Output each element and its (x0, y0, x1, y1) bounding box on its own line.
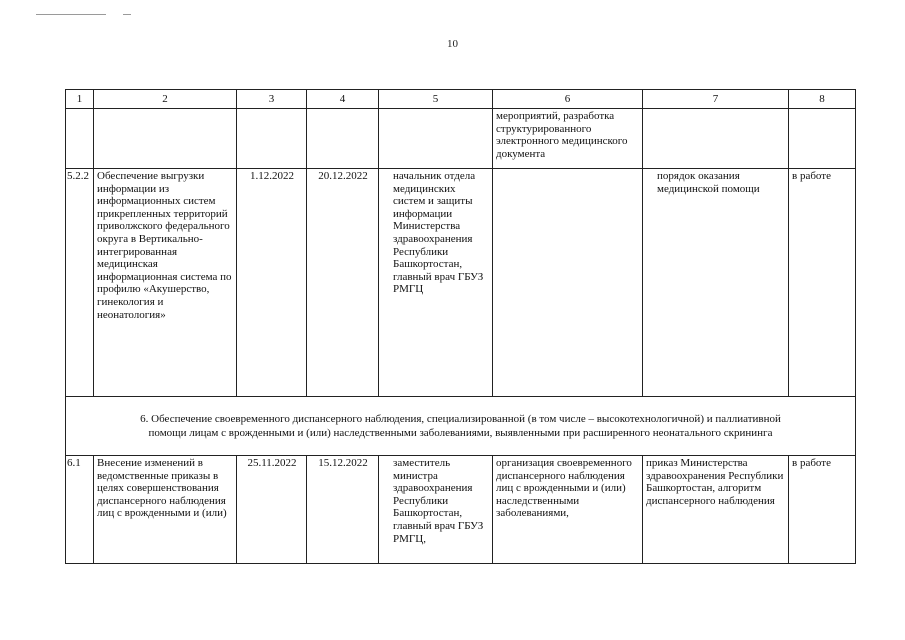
responsible-cell: начальник отдела медицинских систем и защиты информации Министерства здравоохранения Республики Башкортостан, главный врач ГБУЗ РМГЦ (379, 169, 493, 397)
column-number: 3 (237, 90, 307, 109)
scan-artifact-dash (123, 14, 131, 15)
column-number: 4 (307, 90, 379, 109)
section-heading-line-2: помощи лицам с врожденными и (или) наследственными заболеваниями, выявленными при расширенного неонатального скрининга (148, 427, 773, 439)
responsible-cell: заместитель министра здравоохранения Республики Башкортостан, главный врач ГБУЗ РМГЦ, (379, 456, 493, 564)
table-cell (66, 109, 94, 169)
table-cell (379, 109, 493, 169)
table-row (66, 169, 856, 397)
document-cell: приказ Министерства здравоохранения Республики Башкортостан, алгоритм диспансерного наблюдения (643, 456, 789, 564)
section-heading-line-1: 6. Обеспечение своевременного диспансерного наблюдения, специализированной (в том числе – высокотехнологичной) и паллиативной (140, 413, 781, 425)
start-date-cell: 1.12.2022 (237, 169, 307, 397)
plan-table (65, 89, 856, 564)
start-date-cell: 25.11.2022 (237, 456, 307, 564)
end-date-cell: 20.12.2022 (307, 169, 379, 397)
table-cell (237, 109, 307, 169)
action-cell: Обеспечение выгрузки информации из информационных систем прикрепленных территорий приволжского федерального округа в Вертикально-интегрированная медицинская информационная система по профилю «Акушерство, гинекология и неонатология» (94, 169, 237, 397)
table-cell (94, 109, 237, 169)
section-heading-row (66, 397, 856, 456)
column-number: 1 (66, 90, 94, 109)
column-number: 5 (379, 90, 493, 109)
column-number-row (66, 90, 856, 109)
status-cell: в работе (789, 169, 856, 397)
table-cell (789, 109, 856, 169)
result-cell: организация своевременного диспансерного наблюдения лиц с врожденными и (или) наследственными заболеваниями, (493, 456, 643, 564)
row-number: 6.1 (66, 456, 94, 564)
scan-artifact-line (36, 14, 106, 15)
column-number: 7 (643, 90, 789, 109)
continuation-row (66, 109, 856, 169)
page-number: 10 (447, 38, 458, 50)
table-cell (307, 109, 379, 169)
status-cell: в работе (789, 456, 856, 564)
end-date-cell: 15.12.2022 (307, 456, 379, 564)
section-heading (66, 397, 856, 456)
column-number: 6 (493, 90, 643, 109)
result-cell (493, 169, 643, 397)
table-row (66, 456, 856, 564)
continued-result-cell: мероприятий, разработка структурированного электронного медицинского документа (493, 109, 643, 169)
column-number: 2 (94, 90, 237, 109)
table-cell (643, 109, 789, 169)
column-number: 8 (789, 90, 856, 109)
row-number: 5.2.2 (66, 169, 94, 397)
action-cell: Внесение изменений в ведомственные приказы в целях совершенствования диспансерного наблюдения лиц с врожденными и (или) (94, 456, 237, 564)
document-cell: порядок оказания медицинской помощи (643, 169, 789, 397)
